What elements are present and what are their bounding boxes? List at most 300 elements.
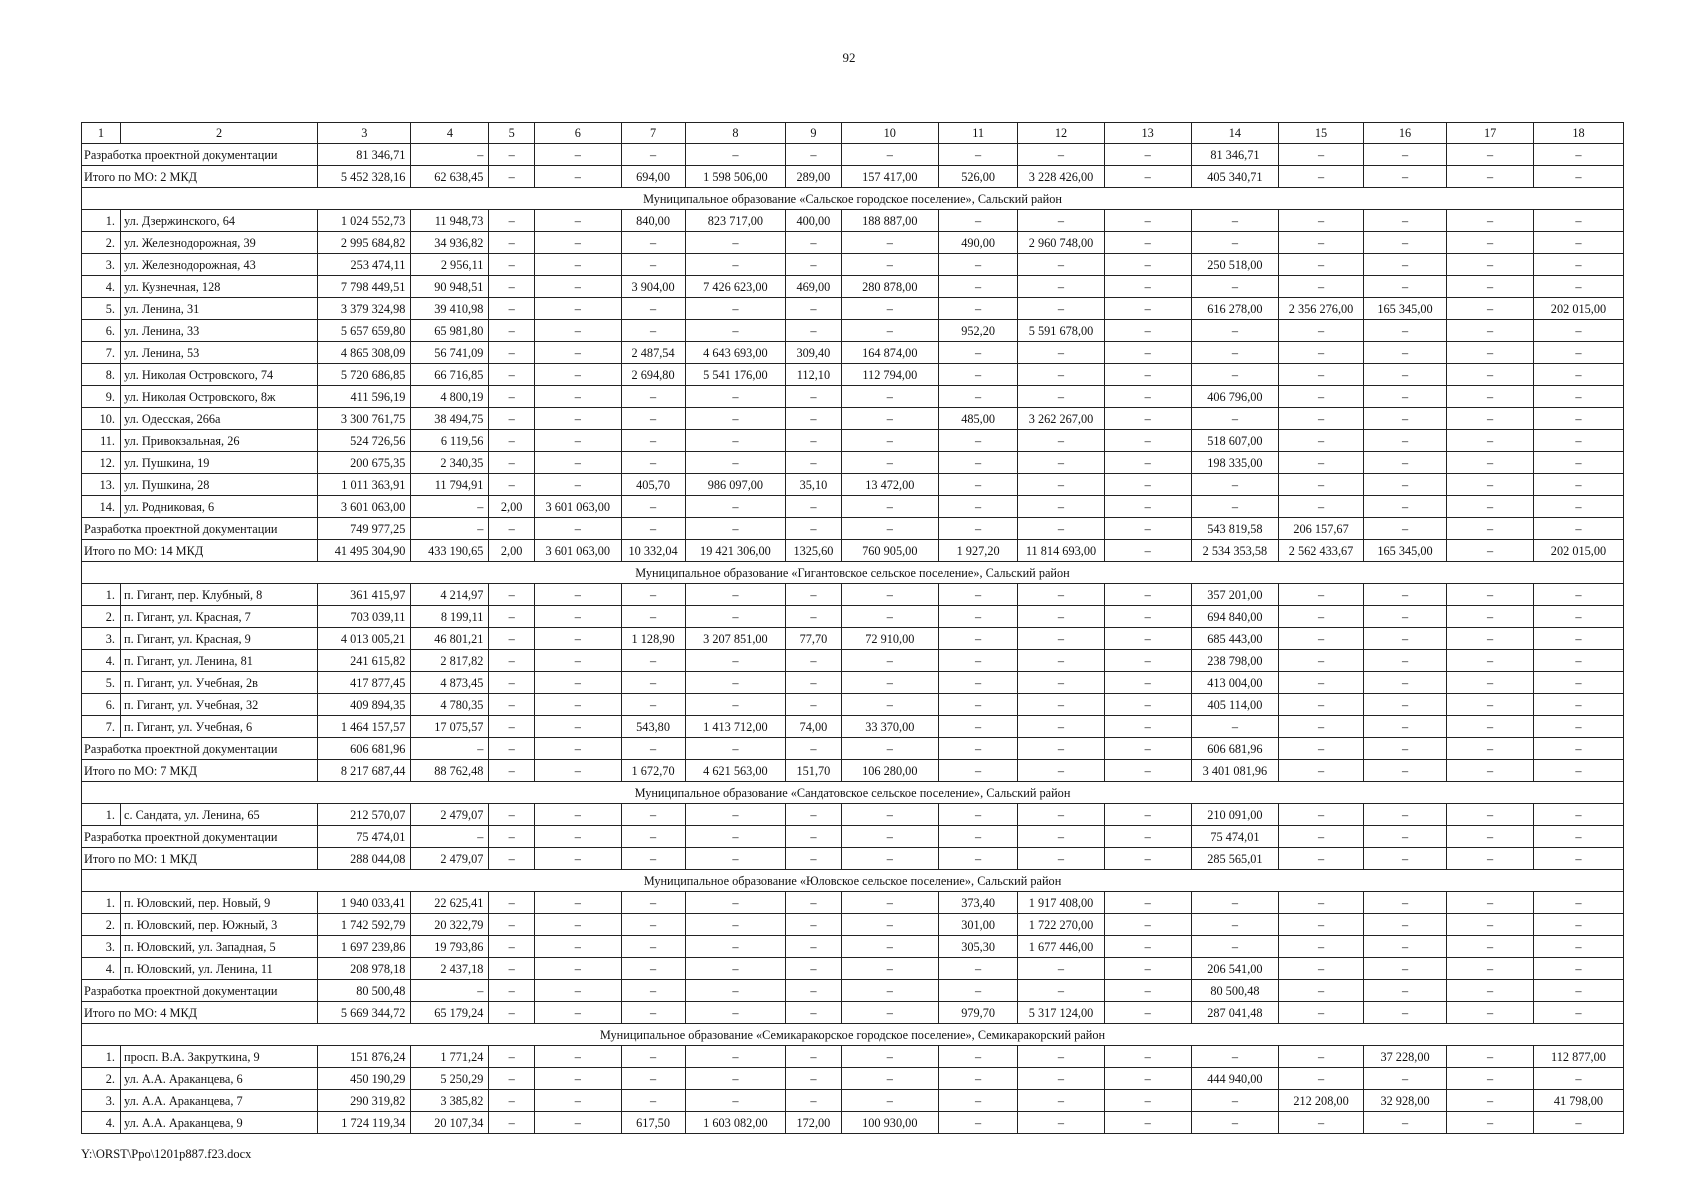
value-cell: 112 794,00 — [841, 364, 939, 386]
value-cell: – — [939, 628, 1018, 650]
summary-row — [82, 980, 1624, 1002]
value-cell: 361 415,97 — [318, 584, 411, 606]
table-row — [82, 430, 1624, 452]
value-cell: – — [1104, 320, 1191, 342]
value-cell: 411 596,19 — [318, 386, 411, 408]
row-number: 8. — [82, 364, 121, 386]
value-cell: 2 995 684,82 — [318, 232, 411, 254]
value-cell: 5 657 659,80 — [318, 320, 411, 342]
value-cell: – — [841, 584, 939, 606]
value-cell: 685 443,00 — [1191, 628, 1279, 650]
section-header-row — [82, 870, 1624, 892]
value-cell: – — [1279, 628, 1364, 650]
value-cell: – — [1104, 210, 1191, 232]
address-cell: ул. Ленина, 31 — [121, 298, 318, 320]
value-cell: – — [939, 276, 1018, 298]
value-cell: – — [1279, 386, 1364, 408]
value-cell: – — [1018, 386, 1105, 408]
row-number: 5. — [82, 298, 121, 320]
value-cell: – — [786, 254, 841, 276]
value-cell: – — [1191, 1046, 1279, 1068]
value-cell: – — [1104, 232, 1191, 254]
table-row — [82, 1090, 1624, 1112]
value-cell: – — [685, 232, 786, 254]
value-cell: 952,20 — [939, 320, 1018, 342]
value-cell: – — [1018, 1090, 1105, 1112]
value-cell: – — [489, 452, 535, 474]
value-cell: – — [1363, 936, 1446, 958]
value-cell: – — [534, 848, 621, 870]
value-cell: – — [786, 826, 841, 848]
row-number: 1. — [82, 892, 121, 914]
address-cell: п. Гигант, ул. Учебная, 32 — [121, 694, 318, 716]
value-cell: – — [1279, 892, 1364, 914]
value-cell: – — [1533, 232, 1623, 254]
summary-label: Разработка проектной документации — [82, 826, 318, 848]
value-cell: – — [1363, 694, 1446, 716]
value-cell: 490,00 — [939, 232, 1018, 254]
value-cell: – — [939, 804, 1018, 826]
value-cell: – — [1018, 276, 1105, 298]
value-cell: – — [1447, 1090, 1534, 1112]
value-cell: – — [685, 958, 786, 980]
value-cell: – — [1018, 364, 1105, 386]
value-cell: – — [1363, 452, 1446, 474]
value-cell: – — [1533, 980, 1623, 1002]
value-cell: – — [1447, 672, 1534, 694]
address-cell: п. Юловский, ул. Ленина, 11 — [121, 958, 318, 980]
value-cell: 417 877,45 — [318, 672, 411, 694]
value-cell: 305,30 — [939, 936, 1018, 958]
value-cell: 11 794,91 — [411, 474, 489, 496]
value-cell: – — [685, 738, 786, 760]
value-cell: 6 119,56 — [411, 430, 489, 452]
value-cell: – — [939, 1046, 1018, 1068]
value-cell: – — [411, 738, 489, 760]
row-number: 6. — [82, 320, 121, 342]
row-number: 7. — [82, 342, 121, 364]
value-cell: – — [1363, 430, 1446, 452]
value-cell: 8 199,11 — [411, 606, 489, 628]
column-number: 7 — [621, 123, 685, 144]
value-cell: – — [489, 606, 535, 628]
value-cell: 4 865 308,09 — [318, 342, 411, 364]
value-cell: – — [1279, 144, 1364, 166]
table-row — [82, 408, 1624, 430]
value-cell: – — [1279, 1002, 1364, 1024]
housing-repair-table — [81, 122, 1624, 1134]
value-cell: – — [939, 760, 1018, 782]
value-cell: – — [1363, 518, 1446, 540]
row-number: 3. — [82, 936, 121, 958]
column-number: 15 — [1279, 123, 1364, 144]
value-cell: 2 437,18 — [411, 958, 489, 980]
value-cell: 253 474,11 — [318, 254, 411, 276]
row-number: 4. — [82, 1112, 121, 1134]
value-cell: – — [1018, 958, 1105, 980]
value-cell: – — [1447, 1002, 1534, 1024]
value-cell: – — [1447, 342, 1534, 364]
value-cell: – — [1363, 848, 1446, 870]
value-cell: – — [1279, 496, 1364, 518]
value-cell: 4 013 005,21 — [318, 628, 411, 650]
value-cell: – — [841, 1002, 939, 1024]
value-cell: – — [1533, 716, 1623, 738]
value-cell: 112 877,00 — [1533, 1046, 1623, 1068]
value-cell: – — [621, 936, 685, 958]
value-cell: – — [786, 408, 841, 430]
value-cell: – — [939, 584, 1018, 606]
row-number: 3. — [82, 254, 121, 276]
value-cell: – — [1363, 210, 1446, 232]
value-cell: 2 817,82 — [411, 650, 489, 672]
value-cell: – — [1279, 276, 1364, 298]
value-cell: – — [1447, 892, 1534, 914]
value-cell: 4 780,35 — [411, 694, 489, 716]
value-cell: – — [841, 232, 939, 254]
value-cell: – — [841, 496, 939, 518]
value-cell: – — [685, 1068, 786, 1090]
table-row — [82, 1046, 1624, 1068]
value-cell: – — [1533, 408, 1623, 430]
value-cell: – — [1279, 914, 1364, 936]
address-cell: ул. А.А. Араканцева, 6 — [121, 1068, 318, 1090]
value-cell: 250 518,00 — [1191, 254, 1279, 276]
row-number: 2. — [82, 606, 121, 628]
value-cell: – — [621, 980, 685, 1002]
value-cell: – — [1533, 738, 1623, 760]
value-cell: – — [621, 672, 685, 694]
value-cell: – — [1104, 254, 1191, 276]
value-cell: 100 930,00 — [841, 1112, 939, 1134]
value-cell: – — [1533, 210, 1623, 232]
value-cell: – — [685, 1046, 786, 1068]
value-cell: – — [1363, 914, 1446, 936]
value-cell: – — [534, 936, 621, 958]
column-number: 9 — [786, 123, 841, 144]
value-cell: – — [685, 826, 786, 848]
value-cell: – — [1447, 826, 1534, 848]
value-cell: 405 340,71 — [1191, 166, 1279, 188]
table-row — [82, 386, 1624, 408]
table-row — [82, 584, 1624, 606]
value-cell: – — [939, 958, 1018, 980]
value-cell: 606 681,96 — [318, 738, 411, 760]
address-cell: п. Гигант, пер. Клубный, 8 — [121, 584, 318, 606]
value-cell: 309,40 — [786, 342, 841, 364]
value-cell: – — [786, 1068, 841, 1090]
value-cell: – — [1363, 584, 1446, 606]
value-cell: 5 541 176,00 — [685, 364, 786, 386]
value-cell: – — [1191, 342, 1279, 364]
value-cell: 1 742 592,79 — [318, 914, 411, 936]
value-cell: 4 214,97 — [411, 584, 489, 606]
value-cell: – — [1447, 716, 1534, 738]
summary-row — [82, 826, 1624, 848]
value-cell: – — [786, 804, 841, 826]
table-row — [82, 342, 1624, 364]
value-cell: 77,70 — [786, 628, 841, 650]
value-cell: – — [534, 694, 621, 716]
value-cell: – — [685, 320, 786, 342]
value-cell: – — [489, 958, 535, 980]
column-number: 13 — [1104, 123, 1191, 144]
value-cell: – — [621, 496, 685, 518]
value-cell: – — [841, 650, 939, 672]
value-cell: – — [534, 408, 621, 430]
value-cell: – — [489, 430, 535, 452]
value-cell: 1 724 119,34 — [318, 1112, 411, 1134]
value-cell: – — [685, 606, 786, 628]
value-cell: – — [1191, 914, 1279, 936]
value-cell: – — [1191, 474, 1279, 496]
value-cell: – — [1104, 430, 1191, 452]
value-cell: 20 107,34 — [411, 1112, 489, 1134]
value-cell: 3 401 081,96 — [1191, 760, 1279, 782]
value-cell: 617,50 — [621, 1112, 685, 1134]
value-cell: – — [621, 826, 685, 848]
value-cell: – — [1104, 650, 1191, 672]
value-cell: 3 601 063,00 — [534, 540, 621, 562]
value-cell: – — [1191, 320, 1279, 342]
value-cell: – — [685, 386, 786, 408]
row-number: 11. — [82, 430, 121, 452]
table-row — [82, 694, 1624, 716]
value-cell: – — [841, 320, 939, 342]
value-cell: – — [1279, 716, 1364, 738]
value-cell: – — [621, 298, 685, 320]
value-cell: – — [534, 650, 621, 672]
value-cell: 66 716,85 — [411, 364, 489, 386]
value-cell: – — [1191, 716, 1279, 738]
value-cell: – — [786, 386, 841, 408]
value-cell: 2 356 276,00 — [1279, 298, 1364, 320]
value-cell: – — [534, 1002, 621, 1024]
value-cell: – — [685, 848, 786, 870]
value-cell: 1 677 446,00 — [1018, 936, 1105, 958]
value-cell: – — [841, 958, 939, 980]
summary-row — [82, 738, 1624, 760]
value-cell: – — [411, 826, 489, 848]
value-cell: – — [1533, 606, 1623, 628]
value-cell: 3 385,82 — [411, 1090, 489, 1112]
address-cell: ул. Пушкина, 28 — [121, 474, 318, 496]
value-cell: – — [1018, 298, 1105, 320]
value-cell: – — [1104, 518, 1191, 540]
value-cell: – — [1018, 1112, 1105, 1134]
value-cell: – — [1018, 430, 1105, 452]
value-cell: 157 417,00 — [841, 166, 939, 188]
value-cell: – — [1104, 716, 1191, 738]
column-number: 1 — [82, 123, 121, 144]
value-cell: – — [1533, 254, 1623, 276]
row-number: 7. — [82, 716, 121, 738]
value-cell: – — [534, 254, 621, 276]
address-cell: ул. Пушкина, 19 — [121, 452, 318, 474]
value-cell: 65 179,24 — [411, 1002, 489, 1024]
value-cell: 11 948,73 — [411, 210, 489, 232]
value-cell: – — [1104, 826, 1191, 848]
table-row — [82, 276, 1624, 298]
section-title: Муниципальное образование «Гигантовское сельское поселение», Сальский район — [82, 562, 1624, 584]
summary-label: Итого по МО: 4 МКД — [82, 1002, 318, 1024]
value-cell: – — [841, 606, 939, 628]
value-cell: – — [1191, 936, 1279, 958]
value-cell: – — [534, 892, 621, 914]
value-cell: – — [534, 628, 621, 650]
section-title: Муниципальное образование «Сальское городское поселение», Сальский район — [82, 188, 1624, 210]
section-title: Муниципальное образование «Юловское сельское поселение», Сальский район — [82, 870, 1624, 892]
value-cell: 208 978,18 — [318, 958, 411, 980]
column-number: 8 — [685, 123, 786, 144]
value-cell: – — [1363, 606, 1446, 628]
value-cell: – — [1279, 320, 1364, 342]
value-cell: 4 643 693,00 — [685, 342, 786, 364]
value-cell: – — [685, 1090, 786, 1112]
value-cell: 409 894,35 — [318, 694, 411, 716]
value-cell: 106 280,00 — [841, 760, 939, 782]
value-cell: 172,00 — [786, 1112, 841, 1134]
value-cell: – — [1018, 342, 1105, 364]
value-cell: – — [534, 342, 621, 364]
table-row — [82, 672, 1624, 694]
value-cell: – — [621, 606, 685, 628]
value-cell: 1 011 363,91 — [318, 474, 411, 496]
value-cell: – — [1363, 1002, 1446, 1024]
value-cell: – — [1279, 1068, 1364, 1090]
value-cell: – — [786, 958, 841, 980]
row-number: 1. — [82, 1046, 121, 1068]
value-cell: – — [786, 694, 841, 716]
value-cell: – — [1104, 848, 1191, 870]
value-cell: 290 319,82 — [318, 1090, 411, 1112]
value-cell: 357 201,00 — [1191, 584, 1279, 606]
value-cell: – — [1447, 298, 1534, 320]
value-cell: – — [786, 848, 841, 870]
value-cell: – — [489, 826, 535, 848]
value-cell: – — [1279, 672, 1364, 694]
column-number: 16 — [1363, 123, 1446, 144]
value-cell: 19 793,86 — [411, 936, 489, 958]
value-cell: 212 570,07 — [318, 804, 411, 826]
value-cell: – — [621, 232, 685, 254]
value-cell: – — [786, 738, 841, 760]
value-cell: – — [841, 914, 939, 936]
value-cell: 11 814 693,00 — [1018, 540, 1105, 562]
value-cell: – — [1018, 848, 1105, 870]
value-cell: 2 479,07 — [411, 848, 489, 870]
value-cell: – — [841, 408, 939, 430]
value-cell: – — [1104, 540, 1191, 562]
value-cell: – — [1363, 826, 1446, 848]
value-cell: 1 771,24 — [411, 1046, 489, 1068]
value-cell: – — [1447, 144, 1534, 166]
value-cell: 41 495 304,90 — [318, 540, 411, 562]
value-cell: – — [1018, 694, 1105, 716]
value-cell: – — [1363, 320, 1446, 342]
value-cell: – — [786, 320, 841, 342]
value-cell: – — [786, 914, 841, 936]
value-cell: – — [1363, 958, 1446, 980]
value-cell: – — [1018, 804, 1105, 826]
value-cell: – — [1447, 650, 1534, 672]
value-cell: – — [1533, 320, 1623, 342]
summary-row — [82, 760, 1624, 782]
value-cell: – — [1363, 804, 1446, 826]
value-cell: – — [534, 276, 621, 298]
file-path-footer: Y:\ORST\Ppo\1201p887.f23.docx — [81, 1147, 252, 1161]
value-cell: 485,00 — [939, 408, 1018, 430]
value-cell: 1 940 033,41 — [318, 892, 411, 914]
value-cell: 17 075,57 — [411, 716, 489, 738]
value-cell: 5 250,29 — [411, 1068, 489, 1090]
value-cell: – — [841, 738, 939, 760]
value-cell: 188 887,00 — [841, 210, 939, 232]
value-cell: – — [939, 1112, 1018, 1134]
row-number: 13. — [82, 474, 121, 496]
value-cell: – — [841, 1068, 939, 1090]
value-cell: – — [489, 320, 535, 342]
value-cell: – — [1018, 628, 1105, 650]
value-cell: – — [534, 144, 621, 166]
value-cell: 8 217 687,44 — [318, 760, 411, 782]
value-cell: – — [1279, 408, 1364, 430]
value-cell: – — [1018, 760, 1105, 782]
table-row — [82, 606, 1624, 628]
summary-row — [82, 166, 1624, 188]
value-cell: – — [685, 1002, 786, 1024]
value-cell: – — [1279, 584, 1364, 606]
value-cell: – — [489, 936, 535, 958]
row-number: 4. — [82, 276, 121, 298]
value-cell: – — [489, 1068, 535, 1090]
table-body — [82, 123, 1624, 1134]
value-cell: 212 208,00 — [1279, 1090, 1364, 1112]
value-cell: – — [1533, 166, 1623, 188]
row-number: 1. — [82, 584, 121, 606]
value-cell: – — [1191, 232, 1279, 254]
value-cell: – — [489, 1046, 535, 1068]
value-cell: 198 335,00 — [1191, 452, 1279, 474]
summary-label: Разработка проектной документации — [82, 738, 318, 760]
address-cell: с. Сандата, ул. Ленина, 65 — [121, 804, 318, 826]
value-cell: – — [1104, 166, 1191, 188]
value-cell: – — [1533, 628, 1623, 650]
value-cell: – — [939, 694, 1018, 716]
value-cell: 241 615,82 — [318, 650, 411, 672]
value-cell: 1 697 239,86 — [318, 936, 411, 958]
value-cell: – — [939, 980, 1018, 1002]
value-cell: – — [1447, 210, 1534, 232]
value-cell: 301,00 — [939, 914, 1018, 936]
value-cell: – — [489, 342, 535, 364]
value-cell: – — [1104, 958, 1191, 980]
value-cell: 3 300 761,75 — [318, 408, 411, 430]
value-cell: – — [534, 166, 621, 188]
value-cell: 406 796,00 — [1191, 386, 1279, 408]
table-row — [82, 716, 1624, 738]
value-cell: – — [1533, 694, 1623, 716]
value-cell: – — [489, 166, 535, 188]
value-cell: – — [489, 980, 535, 1002]
value-cell: 32 928,00 — [1363, 1090, 1446, 1112]
value-cell: – — [621, 892, 685, 914]
value-cell: – — [841, 386, 939, 408]
value-cell: – — [621, 804, 685, 826]
value-cell: 280 878,00 — [841, 276, 939, 298]
value-cell: 1 128,90 — [621, 628, 685, 650]
value-cell: 694,00 — [621, 166, 685, 188]
